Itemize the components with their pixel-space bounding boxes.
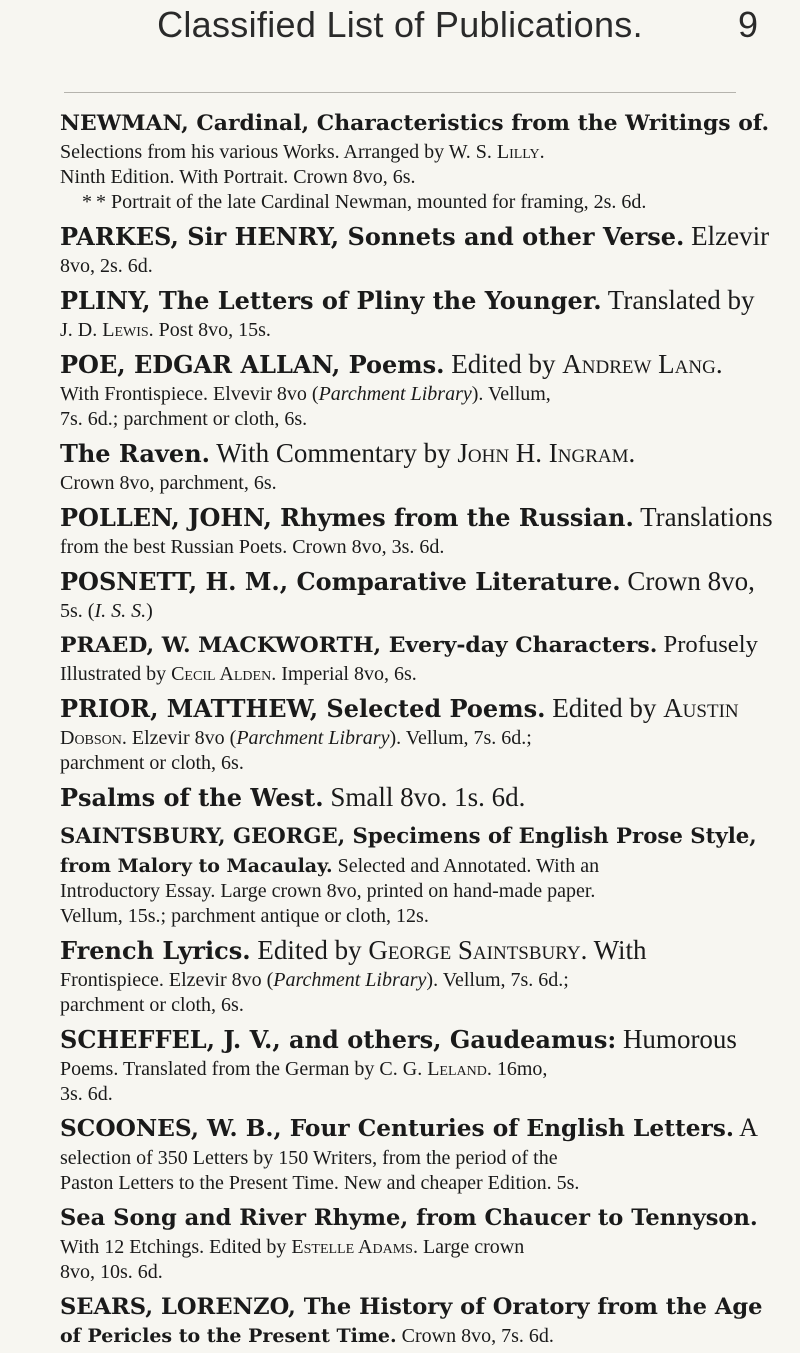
list-item: PLINY, The Letters of Pliny the Younger. Translated by J. D. Lewis. Post 8vo, 15s. — [60, 285, 755, 341]
page-number: 9 — [737, 4, 758, 45]
list-item: The Raven. With Commentary by John H. Ingram. Crown 8vo, parchment, 6s. — [60, 438, 636, 494]
list-item: SAINTSBURY, GEORGE, Specimens of English Prose Style, from Malory to Macaulay. Selected and Annotated. With an Introductory Essay. Large crown 8vo, printed on hand-made paper. Vellum, 15s.; parchment antique or cloth, 12s. — [60, 824, 757, 927]
entry-heading: PRAED, W. MACKWORTH, Every-day Characters. — [60, 632, 658, 658]
list-item: POSNETT, H. M., Comparative Literature. Crown 8vo, 5s. (I. S. S.) — [60, 566, 755, 622]
list-item: Sea Song and River Rhyme, from Chaucer to Tennyson. With 12 Etchings. Edited by Estelle Adams. Large crown 8vo, 10s. 6d. — [60, 1205, 758, 1283]
entry-heading: SCHEFFEL, J. V., and others, Gaudeamus: — [60, 1025, 617, 1054]
list-item: French Lyrics. Edited by George Saintsbury. With Frontispiece. Elzevir 8vo (Parchment Library). Vellum, 7s. 6d.; parchment or cloth, 6s. — [60, 935, 647, 1016]
entry-heading: SEARS, LORENZO, The History of Oratory from the Age — [60, 1294, 763, 1320]
entry-heading: SAINTSBURY, GEORGE, Specimens of English Prose Style, — [60, 824, 757, 849]
entry-heading: POLLEN, JOHN, Rhymes from the Russian. — [60, 503, 634, 532]
entry-heading: Psalms of the West. — [60, 783, 324, 812]
list-item: NEWMAN, Cardinal, Characteristics from the Writings of. Selections from his various Works. Arranged by W. S. Lilly. Ninth Edition. With Portrait. Crown 8vo, 6s. * * Portrait of the late Cardinal Newman, mounted for framing, 2s. 6d. — [60, 110, 770, 213]
entry-heading: NEWMAN, Cardinal, Characteristics from the Writings of. — [60, 110, 770, 136]
running-head — [0, 4, 800, 84]
entry-heading: The Raven. — [60, 439, 210, 468]
entry-heading: Sea Song and River Rhyme, from Chaucer to Tennyson. — [60, 1205, 758, 1231]
list-item: POE, EDGAR ALLAN, Poems. Edited by Andrew Lang. With Frontispiece. Elvevir 8vo (Parchment Library). Vellum, 7s. 6d.; parchment or cloth, 6s. — [60, 349, 723, 430]
list-item: SCHEFFEL, J. V., and others, Gaudeamus: Humorous Poems. Translated from the German by C. G. Leland. 16mo, 3s. 6d. — [60, 1024, 737, 1105]
entry-heading: POE, EDGAR ALLAN, Poems. — [60, 350, 445, 379]
entry-heading: POSNETT, H. M., Comparative Literature. — [60, 567, 621, 596]
list-item: SEARS, LORENZO, The History of Oratory from the Age of Pericles to the Present Time. Crown 8vo, 7s. 6d. — [60, 1294, 763, 1347]
entry-heading: SCOONES, W. B., Four Centuries of English Letters. — [60, 1115, 734, 1142]
list-item: PRAED, W. MACKWORTH, Every-day Characters. Profusely Illustrated by Cecil Alden. Imperial 8vo, 6s. — [60, 631, 758, 685]
entry-heading: French Lyrics. — [60, 936, 251, 965]
list-item: PRIOR, MATTHEW, Selected Poems. Edited by Austin Dobson. Elzevir 8vo (Parchment Library). Vellum, 7s. 6d.; parchment or cloth, 6s. — [60, 693, 739, 774]
header-rule — [64, 92, 736, 93]
running-title: Classified List of Publications. — [157, 4, 643, 45]
list-item: POLLEN, JOHN, Rhymes from the Russian. Translations from the best Russian Poets. Crown 8vo, 3s. 6d. — [60, 502, 773, 558]
entry-heading: PRIOR, MATTHEW, Selected Poems. — [60, 694, 546, 723]
publication-list — [60, 106, 776, 1353]
list-item: SCOONES, W. B., Four Centuries of English Letters. A selection of 350 Letters by 150 Writers, from the period of the Paston Letters to the Present Time. New and cheaper Edition. 5s. — [60, 1113, 758, 1194]
list-item: Psalms of the West. Small 8vo. 1s. 6d. — [60, 782, 526, 812]
list-item: PARKES, Sir HENRY, Sonnets and other Verse. Elzevir 8vo, 2s. 6d. — [60, 221, 770, 277]
entry-heading: PLINY, The Letters of Pliny the Younger. — [60, 286, 602, 315]
entry-heading: PARKES, Sir HENRY, Sonnets and other Verse. — [60, 222, 685, 251]
